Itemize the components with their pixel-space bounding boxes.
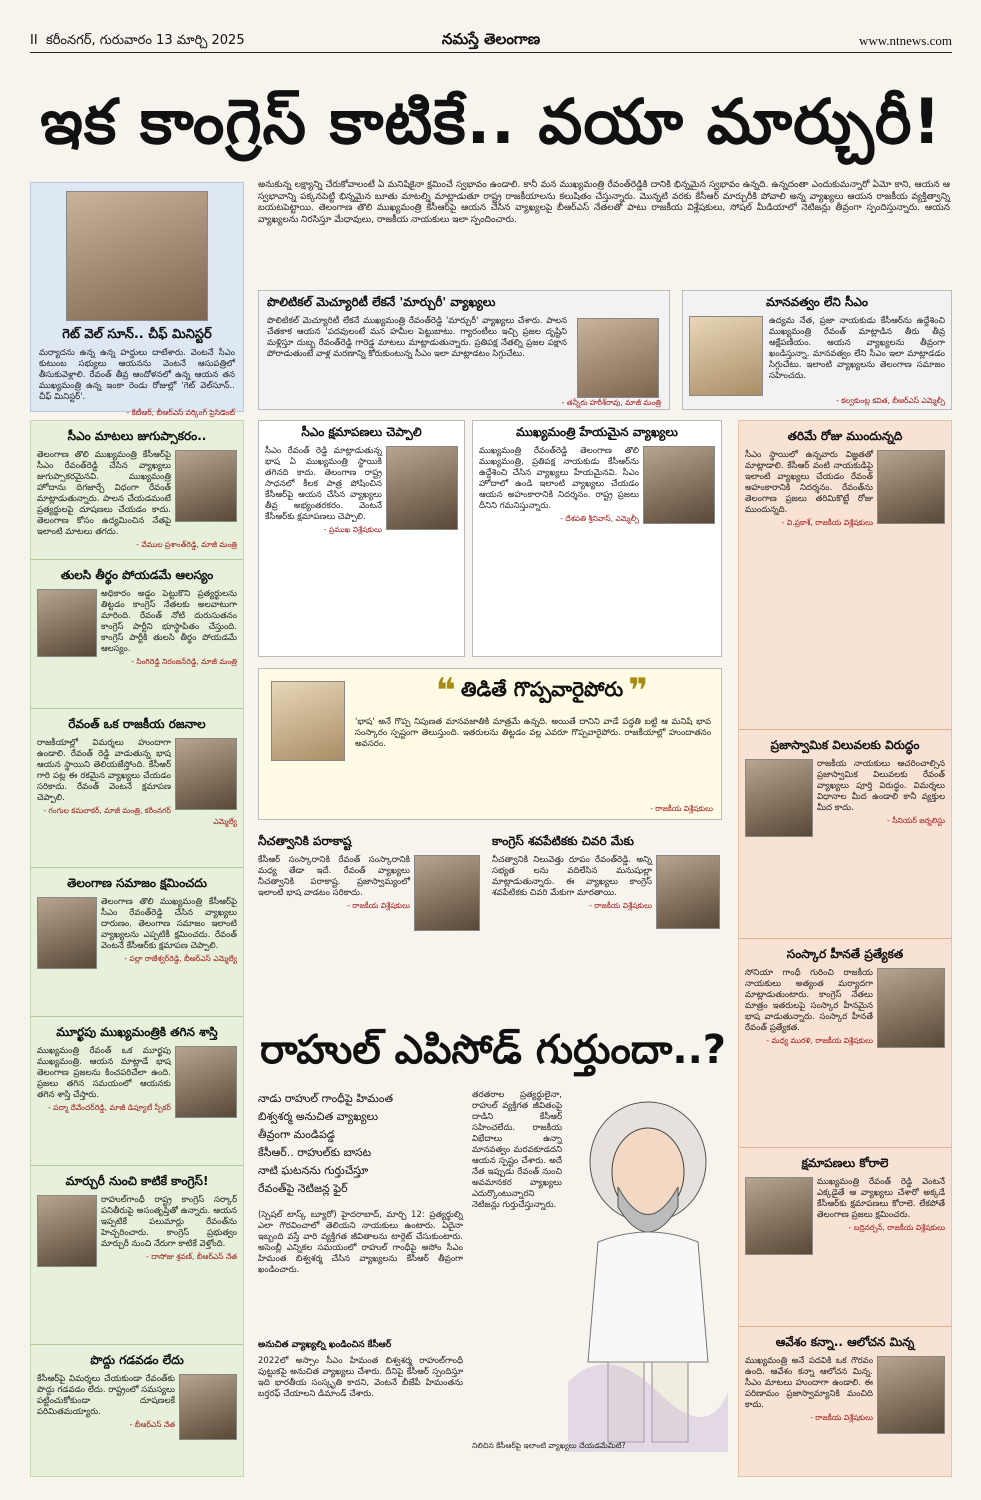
shava-body: నీచత్వానికి నిలువెత్తు రూపం రేవంత్‌రెడ్డి. అన్ని సభ్యత లను వదిలేసిన మనుషుల్లా మాట్లాడుతున్నారు. ఈ వ్యాఖ్యలు కాంగ్రెస్ శవపేటికకు చివరి మేకుగా మారతాయి. [492, 855, 652, 898]
left-item-credit: - సింగిరెడ్డి నిరంజన్‌రెడ్డి, మాజీ మంత్రి [131, 657, 237, 666]
person-photo [877, 968, 945, 1048]
rahul-sub: నాటి ఘటనను గుర్తుచేస్తూ [258, 1164, 369, 1177]
kavitha-box [682, 290, 952, 410]
left-item-credit: - బీఆర్ఎస్ నేత [129, 1420, 175, 1429]
rahul-subhead: అనుచిత వ్యాఖ్యల్ని ఖండించిన కేసీఆర్ [258, 1340, 392, 1350]
rahul-body-3: 2022లో అస్సాం సీఎం హిమంత బిశ్వశర్మ రాహుల్‌గాంధీ పుట్టుకపై అనుచిత వ్యాఖ్యలు చేశారు. దీనిపై కేసీఆర్ స్పందిస్తూ ఇది భారతీయ సంస్కృతి కాదని, వెంటనే బీజేపీ హిమంతను బర్తరఫ్ చేయాలని డిమాండ్ చేశారు. [258, 1356, 463, 1399]
right-item-body: ముఖ్యమంత్రి రేవంత్ రెడ్డి వెంటనే ఎక్కడైతే ఆ వ్యాఖ్యలు చేశారో అక్కడే కేసీఆర్‌కు క్షమాపణలు కోరాలె. లేకపోతే తెలంగాణ ప్రజలు క్షమించరు. [817, 1177, 945, 1220]
niche-box [258, 830, 480, 1008]
niche-title: నీచత్వానికి పరాకాష్ట [258, 834, 352, 848]
rahul-title: రాహుల్ ఎపిసోడ్ గుర్తుందా..? [259, 1027, 726, 1073]
mid-left-body: సీఎం రేవంత్ రెడ్డి మాట్లాడుతున్న భాష ఏ ముఖ్యమంత్రి స్థాయికి తగినది కాదు. తెలంగాణ రాష్ట్ర సాధనలో కీలక పాత్ర పోషించిన కేసీఆర్‌పై ఆయన చేసిన వ్యాఖ్యలు తీవ్ర అభ్యంతరకరం. వెంటనే కేసీఆర్‌కు క్షమాపణలు చెప్పాలి. [265, 446, 382, 522]
left-column [30, 420, 244, 1477]
right-item-body: సోనియా గాంధీ గురించి రాజకీయ నాయకులు అత్యంత మర్యాదగా మాట్లాడుతుంటారు. కాంగ్రెస్ నేతలు మాత్రం ఇతరులపై సంస్కార హీనమైన భాష వాడుతున్నారు. సంస్కార హీనతే రేవంత్ ప్రత్యేకత. [745, 968, 873, 1033]
left-item-2 [31, 559, 243, 708]
niche-credit: - రాజకీయ విశ్లేషకులు [347, 901, 410, 910]
left-item-body: తెలంగాణ తొలి ముఖ్యమంత్రి కేసీఆర్‌పై సీఎం రేవంత్‌రెడ్డి చేసిన వ్యాఖ్యలు దారుణం. తెలంగాణ సమాజం ఇలాంటి వ్యాఖ్యలను ఎప్పటికీ క్షమించదు. రేవంత్ వెంటనే కేసీఆర్‌కు క్షమాపణ చెప్పాలి. [101, 897, 237, 951]
left-item-body: కేసీఆర్‌పై విమర్శలు చేయకుండా రేవంత్‌కు పొద్దు గడవడం లేదు. రాష్ట్రంలో సమస్యలు పట్టించుకోకుండా దూషణలకే పరిమితమయ్యారు. [37, 1374, 175, 1417]
intro-text: అనుకున్న లక్ష్యాన్ని చేరుకోవాలంటే ఏ మనిషికైనా క్షమించే స్వభావం ఉండాలి. కానీ మన ముఖ్యమంత్రి రేవంత్‌రెడ్డికి దానికి భిన్నమైన స్వభావం ఉన్నది. ఉన్నదంతా ఎందుకుమన్నారో ఏమో కాని, ఆయన ఆ స్వభావాన్ని పక్కనపెట్టి భిన్నమైన బూతు మాటల్ని మాట్లాడుతూ రాష్ట్ర రాజకీయాలను కలుషితం చేస్తున్నారు. మొన్నటి వరకు కేసీఆర్ మార్చురీకి పోవాలి అన్న వ్యాఖ్యలు ఆయన రాజకీయ వ్యక్తిత్వాన్ని బయటపెట్టాయి. తెలంగాణ తొలి ముఖ్యమంత్రి కేసీఆర్‌పై ఆయన చేసిన వ్యాఖ్యలపై బీఆర్ఎస్ నేతలతో పాటు రాజకీయ విశ్లేషకులు, సోషల్ మీడియాలో నెటిజన్లు తీవ్రంగా స్పందిస్తున్నారు. ఆయన వ్యాఖ్యలను నిరసిస్తూ మేధావులు, రాజకీయ నాయకులు ఇలా స్పందించారు. [258, 180, 950, 225]
left-item-title: సీఎం మాటలు జుగుప్సాకరం.. [67, 429, 207, 443]
harish-credit: - తన్నీరు హరీశ్‌రావు, మాజీ మంత్రి [561, 398, 661, 407]
right-item-5 [739, 1326, 951, 1485]
right-item-body: రాజకీయ నాయకులు ఆచరించాల్సిన ప్రజాస్వామిక విలువలకు రేవంత్ వ్యాఖ్యలు పూర్తి విరుద్ధం. విమర్శలు విధానాల మీద ఉండాలి కానీ వ్యక్తుల మీద కాదు. [817, 759, 945, 813]
page-header [30, 30, 952, 53]
right-item-credit: - సీనియర్ జర్నలిస్టు [887, 816, 945, 825]
left-item-title: రేవంత్ ఒక రాజకీయ రజనాల [68, 717, 206, 731]
left-item-title: తులసి తీర్థం పోయడమే ఆలస్యం [60, 568, 214, 582]
ktr-panel [30, 182, 244, 417]
person-photo [745, 1177, 813, 1255]
person-photo [643, 446, 715, 524]
left-item-1 [31, 421, 243, 559]
left-item-7 [31, 1344, 243, 1473]
mid-right-title: ముఖ్యమంత్రి హేయమైన వ్యాఖ్యలు [516, 425, 678, 439]
rahul-illustration [568, 1092, 728, 1452]
left-item-body: రాహుల్‌గాంధీ రాష్ట్ర కాంగ్రెస్ సర్కార్ పనితీరుపై అసంతృప్తితో ఉన్నారు. ఆయన ఇప్పటికే పలుమార్లు రేవంత్‌ను హెచ్చరించారు. కాంగ్రెస్ ప్రభుత్వం మార్చురీ నుంచి నేరుగా కాటికే వెళ్తోంది. [101, 1195, 237, 1249]
quote-box [258, 668, 722, 820]
left-item-body: తెలంగాణ తొలి ముఖ్యమంత్రి కేసీఆర్‌పై సీఎం రేవంత్‌రెడ్డి చేసిన వ్యాఖ్యలు జుగుప్సాకరమైనవి. ముఖ్యమంత్రి హోదాను దిగజార్చే విధంగా రేవంత్ మాట్లాడుతున్నారు. పాలన చేయడమంటే ప్రత్యర్థులపై దూషణలు చేయడం కాదు. తెలంగాణ కోసం ఉద్యమించిన నేతపై ఇలాంటి మాటలు తగదు. [37, 450, 171, 537]
harish-photo [577, 318, 659, 398]
person-photo [271, 681, 345, 761]
mid-left-title: సీఎం క్షమాపణలు చెప్పాలి [301, 425, 422, 439]
right-item-3 [739, 938, 951, 1147]
quote-heading [367, 671, 717, 711]
shava-title: కాంగ్రెస్ శవపేటికకు చివరి మేకు [492, 834, 634, 848]
left-item-credit: - పద్మా దేవేందర్‌రెడ్డి, మాజీ డిప్యూటీ స్పీకర్ [48, 1103, 171, 1112]
rahul-body-1: (స్పెషల్ టాస్క్ బ్యూరో) హైదరాబాద్, మార్చి 12: ప్రత్యర్థుల్ని ఎలా గౌరవించాలో తెలియని నాయకులు ఉంటారు. ఏదైనా ఇబ్బంది వస్తే వారి వ్యక్తిగత జీవితాలను టార్గెట్ చేసుకుంటారు. అసెంబ్లీ ఎన్నికల సమయంలో రాహుల్ గాంధీపై అసోం సీఎం హిమంత బిశ్వశర్మ చేసిన వ్యాఖ్యలను కేసీఆర్ తీవ్రంగా ఖండించారు. [258, 1210, 463, 1275]
person-photo [179, 1374, 237, 1440]
kavitha-photo [689, 316, 763, 396]
left-item-credit: - పల్లా రాజేశ్వర్‌రెడ్డి, బీఆర్ఎస్ ఎమ్మెల్యే [124, 954, 237, 963]
right-item-1 [739, 421, 951, 729]
shava-credit: - రాజకీయ విశ్లేషకులు [589, 901, 652, 910]
ktr-caption: గెట్ వెల్ సూన్.. చీఫ్ మినిస్టర్ [62, 327, 212, 342]
website: www.ntnews.com [858, 33, 952, 48]
mid-right-credit: - దేశపతి శ్రీనివాస్, ఎమ్మెల్సీ [560, 514, 639, 523]
niche-body: కేసీఆర్ సంస్కారానికి రేవంత్ సంస్కారానికి మధ్య తేడా ఇదే. రేవంత్ వ్యాఖ్యలు నీచత్వానికి పరాకాష్ట. ప్రజాస్వామ్యంలో ఇలాంటి భాష వాడటం సరికాదు. [258, 855, 410, 898]
right-item-title: ప్రజాస్వామిక విలువలకు విరుద్ధం [770, 738, 920, 752]
close-quote-icon: ❞ [628, 671, 649, 711]
open-quote-icon: ❝ [435, 671, 456, 711]
right-item-credit: - బద్రినర్సన్, రాజకీయ విశ్లేషకులు [848, 1223, 945, 1232]
mid-right-box [472, 420, 722, 657]
rahul-sub: నాడు రాహుల్ గాంధీపై హిమంత [258, 1092, 394, 1105]
rahul-sub: రేవంత్‌పై నెటిజన్ల ఫైర్ [258, 1182, 348, 1195]
left-item-4 [31, 867, 243, 1016]
left-item-title: మూర్ఖపు ముఖ్యమంత్రికి తగిన శాస్తి [56, 1025, 218, 1039]
person-photo [877, 1356, 945, 1434]
right-item-credit: - రాజకీయ విశ్లేషకులు [810, 1413, 873, 1422]
person-photo [175, 738, 237, 810]
mid-left-box [258, 420, 465, 657]
shava-box [492, 830, 720, 1008]
left-item-body: అధికారం అడ్డం పెట్టుకొని ప్రత్యర్థులను తిట్టడం కాంగ్రెస్ నేతలకు అలవాటుగా మారింది. రేవంత్ నోటి దురుసుతనం కాంగ్రెస్ పార్టీని భూస్థాపితం చేస్తుంది. కాంగ్రెస్ పార్టీకి తులసి తీర్థం పోయడమే ఆలస్యం. [101, 589, 237, 654]
right-item-title: క్షమాపణలు కోరాలె [801, 1156, 889, 1170]
left-item-body: రాజకీయాల్లో విమర్శలు హుందాగా ఉండాలి. రేవంత్ రెడ్డి వాడుతున్న భాష ఆయన స్థాయిని తెలియజేస్తోంది. కేసీఆర్ గారి పట్ల ఈ రకమైన వ్యాఖ్యలు చేయడం సరికాదు. రేవంత్ వెంటనే క్షమాపణ చెప్పాలి. [37, 738, 171, 803]
ktr-body: మర్యాదను ఉన్న ఉన్న హద్దులు దాటేశారు. వెంటనే సీఎం కుటుంబ సభ్యులు ఆయనను వెంటనే ఆసుపత్రిలో తీసుకువెళ్లాలి. రేవంత్ తీవ్ర ఆందోళనలో ఉన్న ఆయన తన ముఖ్యమంత్రి ఉన్న ఇంకా రెండు రోజుల్లో 'గెట్ వెల్‌సూన్.. చీఫ్ మినిస్టర్'. [39, 348, 235, 402]
dateline: II కరీంనగర్, గురువారం 13 మార్చి 2025 [30, 33, 245, 48]
right-item-title: తరిమే రోజు ముందున్నది [787, 429, 903, 443]
rahul-sub: తీవ్రంగా మండిపడ్డ [258, 1128, 335, 1141]
right-item-title: ఆవేశం కన్నా.. ఆలోచన మిన్న [775, 1335, 915, 1349]
mid-right-body: ముఖ్యమంత్రి రేవంత్‌రెడ్డి తెలంగాణ తొలి ముఖ్యమంత్రి, ప్రతిపక్ష నాయకుడు కేసీఆర్‌ను ఉద్దేశించి చేసిన వ్యాఖ్యలు హేయమైనవి. సీఎం హోదాలో ఉండి ఇలాంటి వ్యాఖ్యలు చేయడం ఆయన అహంకారానికి నిదర్శనం. రాష్ట్ర ప్రజలు దీనిని గమనిస్తున్నారు. [479, 446, 639, 511]
harish-box [258, 290, 670, 410]
left-item-title: పొద్దు గడవడం లేదు [90, 1353, 184, 1367]
right-item-body: ముఖ్యమంత్రి అనే పదవికి ఒక గౌరవం ఉంది. ఆవేశం కన్నా ఆలోచన మిన్న. సీఎం మాటలు హుందాగా ఉండాలి. ఈ పరిణామం ప్రజాస్వామ్యానికి మంచిది కాదు. [745, 1356, 873, 1410]
ktr-credit: - కేటీఆర్, బీఆర్ఎస్ వర్కింగ్ ప్రెసిడెంట్ [126, 408, 235, 417]
headline: ఇక కాంగ్రెస్ కాటికే.. వయా మార్చురీ! [40, 85, 942, 158]
rahul-body-2: తరతరాల ప్రత్యర్థులైనా, రాహుల్ వ్యక్తిగత జీవితంపై దాడిని కేసీఆర్ సహించలేదు. రాజకీయ విభేదాలు ఉన్నా మానవత్వం మరవకూడదని ఆయన స్పష్టం చేశారు. అదే నేత ఇప్పుడు రేవంత్ నుంచి అవమానకర వ్యాఖ్యలు ఎదుర్కొంటున్నారని నెటిజన్లు గుర్తుచేస్తున్నారు. [472, 1090, 562, 1210]
ktr-photo [66, 191, 208, 321]
left-item-3 [31, 708, 243, 867]
rahul-sub: బిశ్వశర్మ అనుచిత వ్యాఖ్యలు [258, 1110, 379, 1123]
person-photo [877, 450, 945, 524]
quote-title: తిడితే గొప్పవారైపోరు [460, 677, 624, 701]
person-photo [37, 897, 97, 969]
person-photo [656, 855, 720, 929]
person-photo [175, 1046, 237, 1118]
right-item-4 [739, 1147, 951, 1326]
right-item-credit: - వి.ప్రకాశ్, రాజకీయ విశ్లేషకులు [781, 518, 873, 527]
left-item-title: మార్చురీ నుంచి కాటికే కాంగ్రెస్! [65, 1174, 209, 1188]
left-item-title: తెలంగాణ సమాజం క్షమించదు [67, 876, 207, 890]
left-item-credit: - దాసోజు శ్రవణ్, బీఆర్ఎస్ నేత [146, 1252, 237, 1261]
kavitha-title: మానవత్వం లేని సీఎం [765, 295, 869, 309]
kavitha-credit: - కల్వకుంట్ల కవిత, బీఆర్ఎస్ ఎమ్మెల్సీ [836, 396, 945, 405]
right-item-body: సీఎం స్థాయిలో ఉన్నవారు విజ్ఞతతో మాట్లాడాలి. కేసీఆర్ వంటి నాయకుడిపై ఇలాంటి వ్యాఖ్యలు చేయడం రేవంత్ అహంకారానికి నిదర్శనం. రేవంత్‌ను తెలంగాణ ప్రజలు తరిమికొట్టే రోజు ముందున్నది. [745, 450, 873, 515]
left-item-credit: - వేముల ప్రశాంత్‌రెడ్డి, మాజీ మంత్రి [136, 540, 237, 549]
left-item-body: ముఖ్యమంత్రి రేవంత్ ఒక మూర్ఖపు ముఖ్యమంత్రి. ఆయన మాట్లాడే భాష తెలంగాణ ప్రజలను కించపరిచేలా ఉంది. ప్రజలు తగిన సమయంలో ఆయనకు తగిన శాస్తి చేస్తారు. [37, 1046, 171, 1100]
rahul-subheads [258, 1090, 463, 1198]
person-photo [175, 450, 237, 522]
person-photo [745, 759, 813, 837]
person-photo [414, 855, 480, 931]
mid-left-credit: - ప్రముఖ విశ్లేషకులు [323, 525, 382, 534]
harish-body: పొలిటికల్ మెచ్యూరిటీ లేకనే ముఖ్యమంత్రి రేవంత్‌రెడ్డి 'మార్చురీ' వ్యాఖ్యలు చేశారు. పాలన చేతకాక ఆయన 'పదవులంటే మన హమీల పెట్టుబాటు. గ్యారంటీలు ఇచ్చి ప్రజల దృష్టిని మళ్లిస్తూ దుబ్బ రేవంత్‌రెడ్డి గారెడ్డ మాటలు మాట్లాడుతున్నారు. ప్రతిపక్ష నేతల్ని ప్రజల పక్షాన పోరాడుతుంటే వాళ్ల మరణాన్ని కోరుకుంటున్న సీఎం ఇలా మాట్లాడటం సిగ్గుచేటు. [267, 316, 567, 359]
right-item-title: సంస్కార హీనతే ప్రత్యేకత [786, 947, 904, 961]
right-item-2 [739, 729, 951, 938]
masthead: నమస్తే తెలంగాణ [441, 30, 541, 48]
quote-body: 'భాష' అనే గొప్ప నిపుణత మానవజాతికి మాత్రమే ఉన్నది. అయితే దానిని వాడే పద్ధతి బట్టి ఆ మనిషి భావ సంస్కారం స్పష్టంగా తెలుస్తుంది. ఇతరులను తిట్టడం వల్ల ఎవరూ గొప్పవారైపోరు. రాజకీయాల్లో హుందాతనం అవసరం. [355, 717, 711, 749]
right-column [738, 420, 952, 1477]
rahul-image-caption: నిలిచిన కేసీఆర్‌పై ఇలాంటి వ్యాఖ్యలు చేయడమేమిటి? [472, 1441, 626, 1450]
left-item-6 [31, 1165, 243, 1344]
person-photo [386, 446, 458, 530]
rahul-sub: కేసీఆర్.. రాహుల్‌కు బాసట [258, 1146, 372, 1159]
quote-credit: - రాజకీయ విశ్లేషకులు [650, 804, 713, 813]
rahul-section [258, 1020, 728, 1475]
left-item-credit: - గంగుల కమలాకర్, మాజీ మంత్రి, కరీంనగర్ ఎమ్మెల్యే [43, 806, 237, 826]
harish-title: పొలిటికల్ మెచ్యూరిటీ లేకనే 'మార్చురీ' వ్యాఖ్యలు [267, 295, 496, 309]
intro-block [258, 180, 950, 275]
kavitha-body: ఉద్యమ నేత, ప్రజా నాయకుడు కేసీఆర్‌ను ఉద్దేశించి ముఖ్యమంత్రి రేవంత్ మాట్లాడిన తీరు తీవ్ర ఆక్షేపణీయం. ఆయన వ్యాఖ్యలను తీవ్రంగా ఖండిస్తున్నా. మానవత్వం లేని సీఎం ఇలా మాట్లాడడం సిగ్గుచేటు. ఇలాంటి వ్యాఖ్యలను తెలంగాణ సమాజం సహించదు. [769, 316, 945, 381]
right-item-credit: - మధ్య మురళి, రాజకీయ విశ్లేషకులు [766, 1036, 873, 1045]
person-photo [37, 1195, 97, 1267]
person-photo [37, 589, 97, 657]
left-item-5 [31, 1016, 243, 1165]
